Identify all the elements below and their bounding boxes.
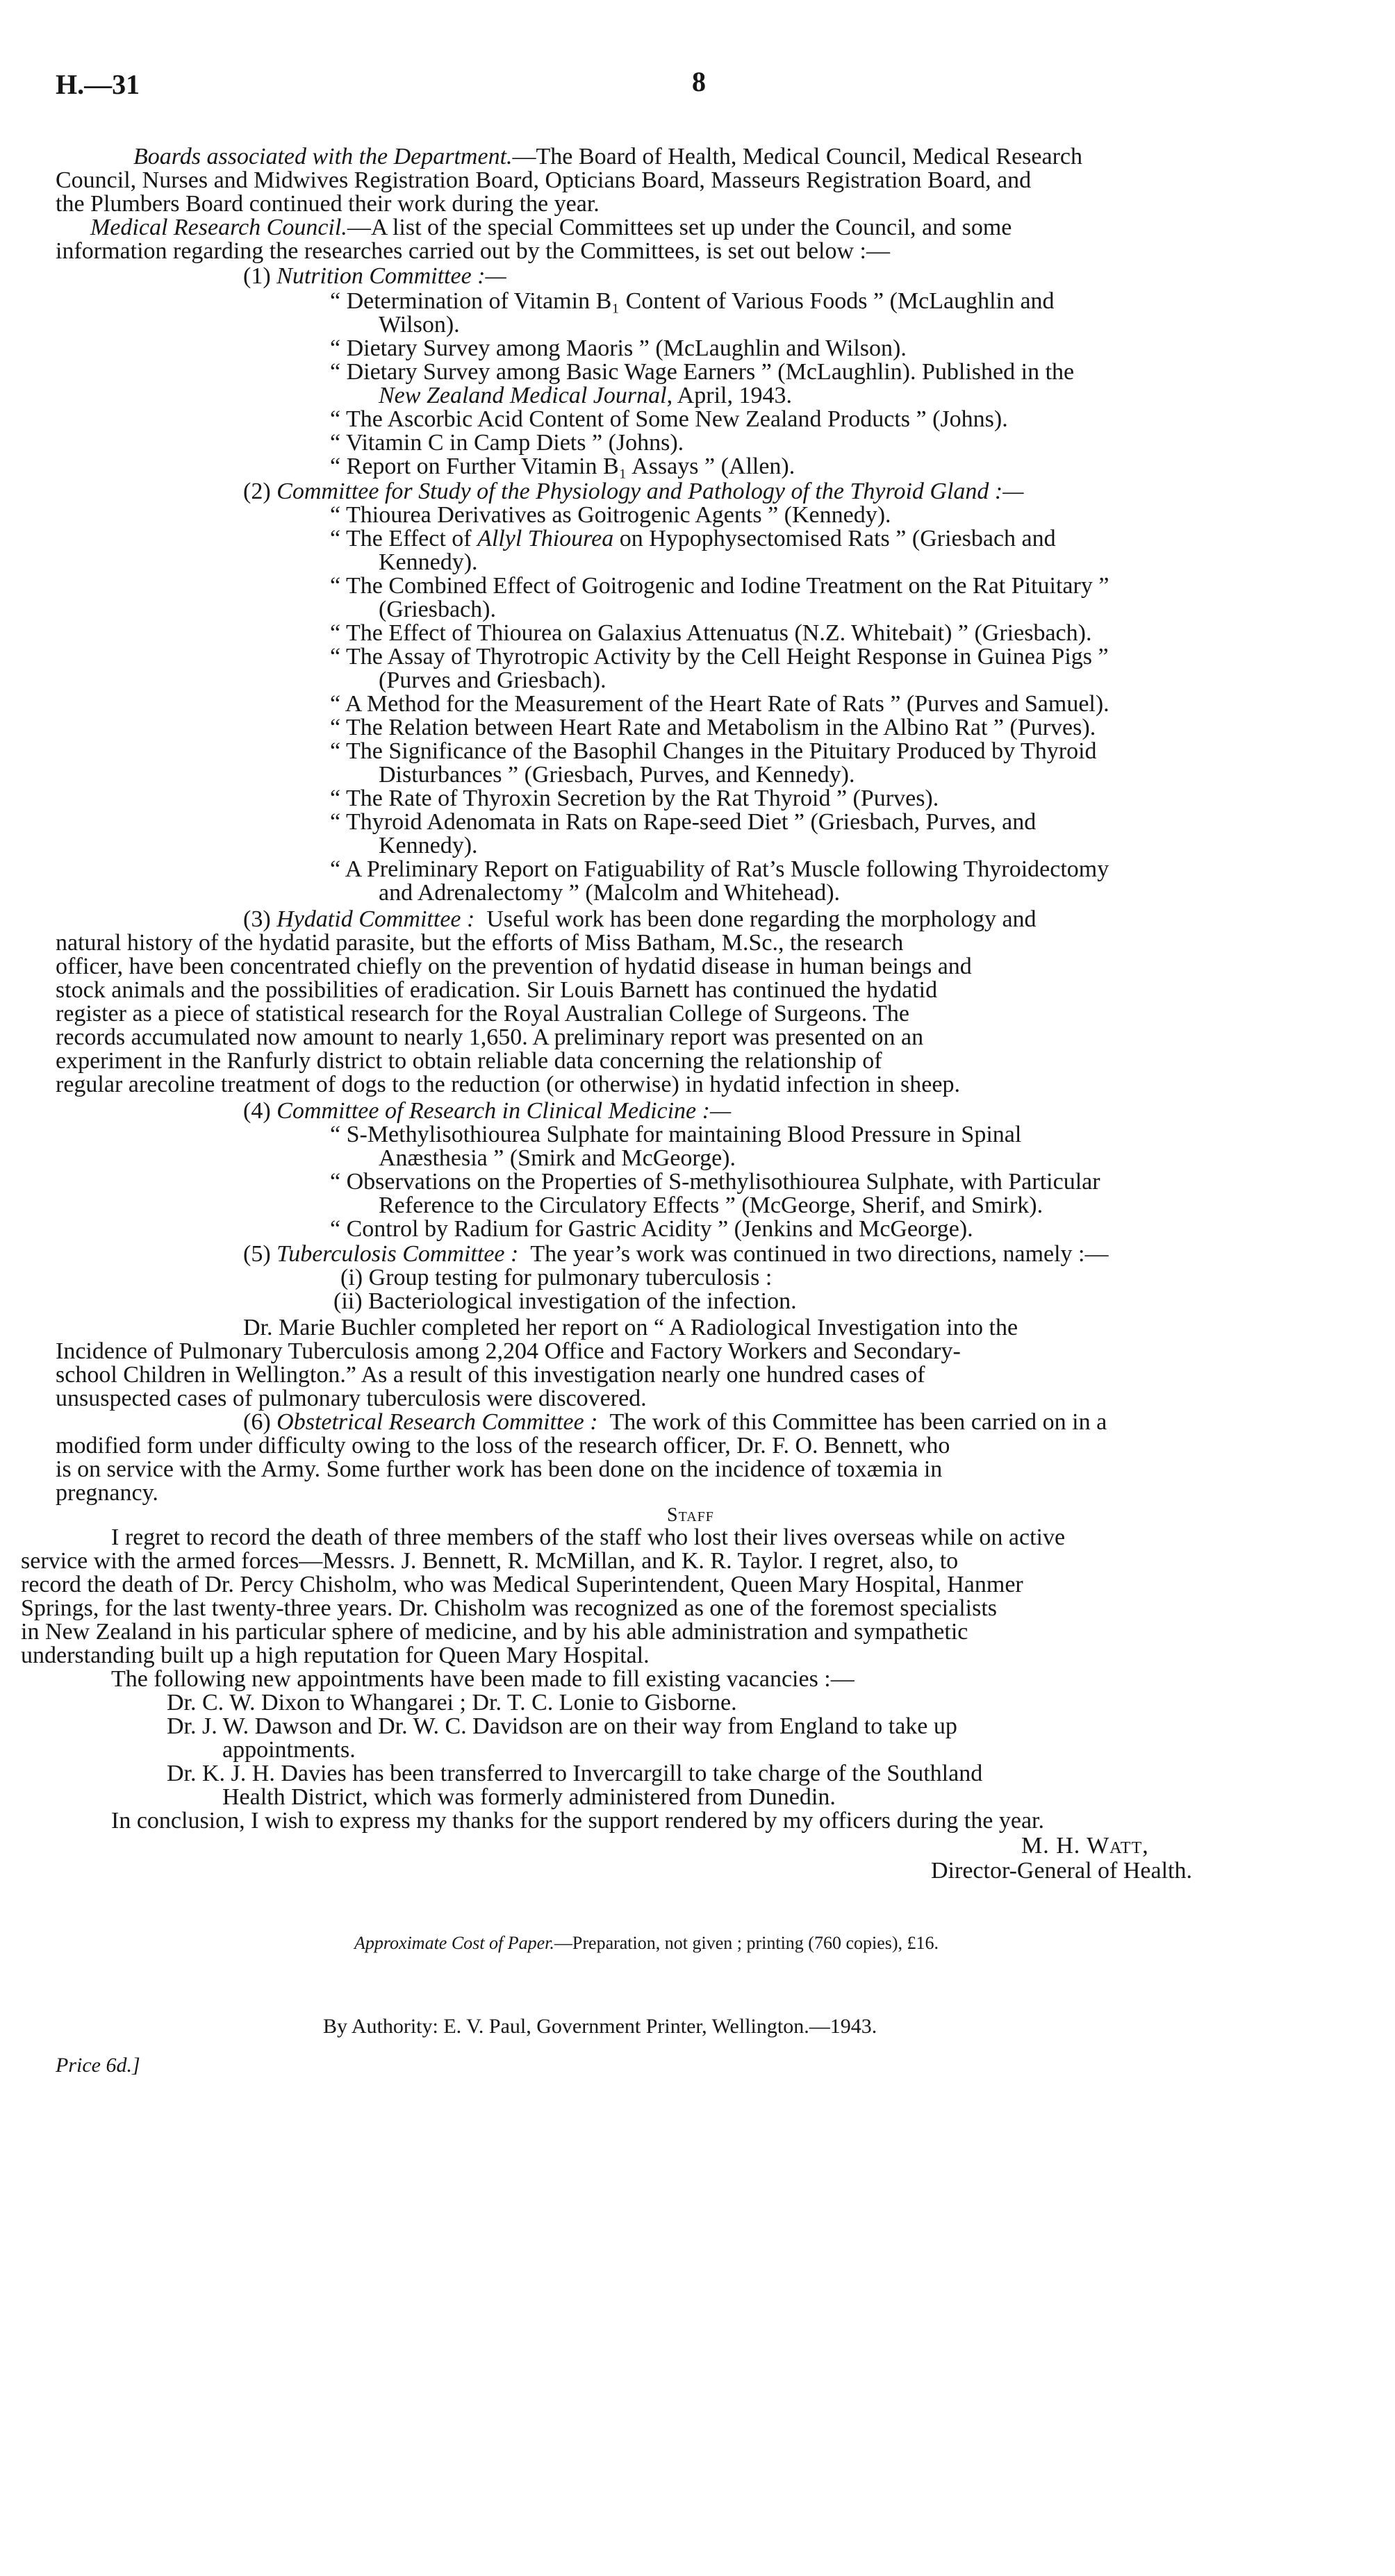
tb-item-i: (i) Group testing for pulmonary tuberculosis : (340, 1265, 773, 1290)
hydatid-line-4: stock animals and the possibilities of eradication. Sir Louis Barnett has continued the hydatid (56, 977, 938, 1003)
appointment-3: Dr. K. J. H. Davies has been transferred to Invercargill to take charge of the Southland (167, 1761, 983, 1786)
obstetrical-line-4: pregnancy. (56, 1480, 158, 1506)
thyroid-item-2 (330, 526, 1056, 551)
thyroid-item-11: “ A Preliminary Report on Fatiguability of Rat’s Muscle following Thyroidectomy (330, 856, 1109, 882)
nutrition-item-3: “ Dietary Survey among Basic Wage Earners ” (McLaughlin). Published in the (330, 359, 1075, 385)
hydatid-title: Hydatid Committee : (276, 906, 475, 932)
hydatid-line-7: experiment in the Ranfurly district to obtain reliable data concerning the relationship of (56, 1048, 882, 1074)
clinical-num: (4) (243, 1098, 271, 1124)
nutrition-title: Nutrition Committee :— (276, 263, 506, 289)
journal-date: , April, 1943. (666, 383, 792, 408)
thyroid-item-8: “ The Significance of the Basophil Changes in the Pituitary Produced by Thyroid (330, 738, 1097, 764)
signature-name (1021, 1834, 1149, 1859)
obstetrical-line-1 (243, 1410, 1107, 1435)
printer-authority: By Authority: E. V. Paul, Government Printer, Wellington.—1943. (323, 2015, 877, 2038)
thyroid-item-2-c: on Hypophysectomised Rats ” (Griesbach and (613, 526, 1056, 551)
clinical-item-2-cont: Reference to the Circulatory Effects ” (McGeorge, Sherif, and Smirk). (379, 1193, 1043, 1218)
nutrition-item-1: “ Determination of Vitamin B₁ Content of Various Foods ” (McLaughlin and (330, 288, 1055, 314)
staff-line-4: Springs, for the last twenty-three years. Dr. Chisholm was recognized as one of the foremost specialists (21, 1595, 997, 1621)
staff-line-5: in New Zealand in his particular sphere of medicine, and by his able administration and sympathetic (21, 1619, 968, 1645)
mrc-line-2: information regarding the researches carried out by the Committees, is set out below :— (56, 238, 890, 264)
hydatid-line-6: records accumulated now amount to nearly 1,650. A preliminary report was presented on an (56, 1024, 924, 1050)
thyroid-item-1: “ Thiourea Derivatives as Goitrogenic Agents ” (Kennedy). (330, 502, 891, 528)
thyroid-item-8-cont: Disturbances ” (Griesbach, Purves, and Kennedy). (379, 762, 855, 788)
price: Price 6d.] (56, 2054, 140, 2077)
thyroid-heading (243, 479, 1023, 504)
staff-heading: Staff (667, 1504, 714, 1526)
cost-label: Approximate Cost of Paper. (354, 1933, 554, 1953)
thyroid-item-7: “ The Relation between Heart Rate and Metabolism in the Albino Rat ” (Purves). (330, 715, 1096, 740)
nutrition-heading (243, 264, 506, 289)
tb-line-1 (243, 1242, 1109, 1267)
tb-para-line-2: Incidence of Pulmonary Tuberculosis among 2,204 Office and Factory Workers and Secondary- (56, 1338, 961, 1364)
clinical-item-1: “ S-Methylisothiourea Sulphate for maintaining Blood Pressure in Spinal (330, 1122, 1022, 1147)
obstetrical-text-1: The work of this Committee has been carried on in a (609, 1409, 1107, 1435)
staff-line-3: record the death of Dr. Percy Chisholm, who was Medical Superintendent, Queen Mary Hospital, Hanmer (21, 1572, 1023, 1597)
thyroid-item-2-b: Allyl Thiourea (477, 526, 614, 551)
staff-line-6: understanding built up a high reputation for Queen Mary Hospital. (21, 1643, 650, 1668)
thyroid-item-5-cont: (Purves and Griesbach). (379, 667, 606, 693)
hydatid-text-1: Useful work has been done regarding the morphology and (486, 906, 1037, 932)
page-number: 8 (692, 66, 706, 97)
tb-text-1: The year’s work was continued in two directions, namely :— (530, 1241, 1109, 1267)
signature-name-text: M. H. Watt, (1021, 1833, 1149, 1859)
obstetrical-line-2: modified form under difficulty owing to the loss of the research officer, Dr. F. O. Bennett, who (56, 1433, 950, 1459)
hydatid-line-5: register as a piece of statistical research for the Royal Australian College of Surgeons. The (56, 1001, 909, 1027)
thyroid-num: (2) (243, 479, 271, 504)
obstetrical-line-3: is on service with the Army. Some further work has been done on the incidence of toxæmia in (56, 1456, 943, 1482)
nutrition-item-3-cont (379, 383, 792, 408)
mrc-text: —A list of the special Committees set up under the Council, and some (347, 215, 1012, 240)
cost-text: —Preparation, not given ; printing (760 copies), £16. (554, 1933, 939, 1953)
cost-of-paper (354, 1931, 939, 1956)
nutrition-item-6: “ Report on Further Vitamin B₁ Assays ” (Allen). (330, 454, 795, 479)
obstetrical-title: Obstetrical Research Committee : (276, 1409, 598, 1435)
appointment-1: Dr. C. W. Dixon to Whangarei ; Dr. T. C. Lonie to Gisborne. (167, 1690, 737, 1715)
boards-line-3: the Plumbers Board continued their work during the year. (56, 191, 600, 217)
thyroid-item-10: “ Thyroid Adenomata in Rats on Rape-seed Diet ” (Griesbach, Purves, and (330, 809, 1037, 835)
journal-name: New Zealand Medical Journal (379, 383, 667, 408)
clinical-heading (243, 1099, 731, 1124)
staff-line-2: service with the armed forces—Messrs. J. Bennett, R. McMillan, and K. R. Taylor. I regret, also, to (21, 1548, 959, 1574)
obstetrical-num: (6) (243, 1409, 271, 1435)
document-code: H.—31 (56, 69, 140, 100)
tb-num: (5) (243, 1241, 271, 1267)
appointment-3-cont: Health District, which was formerly administered from Dunedin. (222, 1784, 836, 1810)
tb-para-line-3: school Children in Wellington.” As a result of this investigation nearly one hundred cases of (56, 1362, 925, 1388)
hydatid-line-1 (243, 907, 1037, 932)
hydatid-line-3: officer, have been concentrated chiefly on the prevention of hydatid disease in human beings and (56, 954, 972, 979)
thyroid-item-6: “ A Method for the Measurement of the Heart Rate of Rats ” (Purves and Samuel). (330, 691, 1109, 717)
clinical-item-1-cont: Anæsthesia ” (Smirk and McGeorge). (379, 1145, 736, 1171)
nutrition-item-2: “ Dietary Survey among Maoris ” (McLaughlin and Wilson). (330, 335, 907, 361)
thyroid-item-10-cont: Kennedy). (379, 833, 478, 858)
thyroid-item-5: “ The Assay of Thyrotropic Activity by the Cell Height Response in Guinea Pigs ” (330, 644, 1109, 670)
hydatid-line-2: natural history of the hydatid parasite, but the efforts of Miss Batham, M.Sc., the research (56, 930, 904, 956)
conclusion: In conclusion, I wish to express my thanks for the support rendered by my officers during the year. (111, 1808, 1044, 1834)
nutrition-num: (1) (243, 263, 271, 289)
tb-item-ii: (ii) Bacteriological investigation of the infection. (333, 1288, 797, 1314)
thyroid-item-2-cont: Kennedy). (379, 549, 478, 575)
nutrition-item-5: “ Vitamin C in Camp Diets ” (Johns). (330, 430, 684, 456)
mrc-label: Medical Research Council. (90, 215, 347, 240)
tb-title: Tuberculosis Committee : (276, 1241, 519, 1267)
clinical-item-3: “ Control by Radium for Gastric Acidity ” (Jenkins and McGeorge). (330, 1216, 973, 1242)
nutrition-item-4: “ The Ascorbic Acid Content of Some New Zealand Products ” (Johns). (330, 406, 1008, 432)
appointment-2: Dr. J. W. Dawson and Dr. W. C. Davidson are on their way from England to take up (167, 1713, 957, 1739)
boards-label: Boards associated with the Department. (133, 144, 513, 169)
clinical-title: Committee of Research in Clinical Medicine :— (276, 1098, 732, 1124)
clinical-item-2: “ Observations on the Properties of S-methylisothiourea Sulphate, with Particular (330, 1169, 1100, 1195)
thyroid-item-3-cont: (Griesbach). (379, 597, 496, 622)
thyroid-item-3: “ The Combined Effect of Goitrogenic and Iodine Treatment on the Rat Pituitary ” (330, 573, 1109, 599)
tb-para-line-1: Dr. Marie Buchler completed her report on “ A Radiological Investigation into the (243, 1315, 1018, 1340)
appointments-intro: The following new appointments have been made to fill existing vacancies :— (111, 1666, 855, 1692)
nutrition-item-1-cont: Wilson). (379, 312, 460, 338)
hydatid-num: (3) (243, 906, 271, 932)
staff-line-1: I regret to record the death of three members of the staff who lost their lives overseas while on active (111, 1524, 1066, 1550)
hydatid-line-8: regular arecoline treatment of dogs to the reduction (or otherwise) in hydatid infection in sheep. (56, 1072, 960, 1097)
tb-para-line-4: unsuspected cases of pulmonary tuberculosis were discovered. (56, 1386, 647, 1411)
mrc-line-1 (90, 215, 1012, 240)
thyroid-item-9: “ The Rate of Thyroxin Secretion by the Rat Thyroid ” (Purves). (330, 786, 939, 811)
signature-title: Director-General of Health. (931, 1858, 1192, 1884)
thyroid-item-11-cont: and Adrenalectomy ” (Malcolm and Whitehead). (379, 880, 841, 906)
thyroid-item-4: “ The Effect of Thiourea on Galaxius Attenuatus (N.Z. Whitebait) ” (Griesbach). (330, 620, 1092, 646)
thyroid-item-2-a: “ The Effect of (330, 526, 478, 551)
thyroid-title: Committee for Study of the Physiology and Pathology of the Thyroid Gland :— (276, 479, 1024, 504)
appointment-2-cont: appointments. (222, 1737, 356, 1763)
boards-text: —The Board of Health, Medical Council, Medical Research (512, 144, 1082, 169)
boards-line-2: Council, Nurses and Midwives Registration Board, Opticians Board, Masseurs Registration Board, and (56, 167, 1032, 193)
boards-line-1 (133, 144, 1082, 169)
